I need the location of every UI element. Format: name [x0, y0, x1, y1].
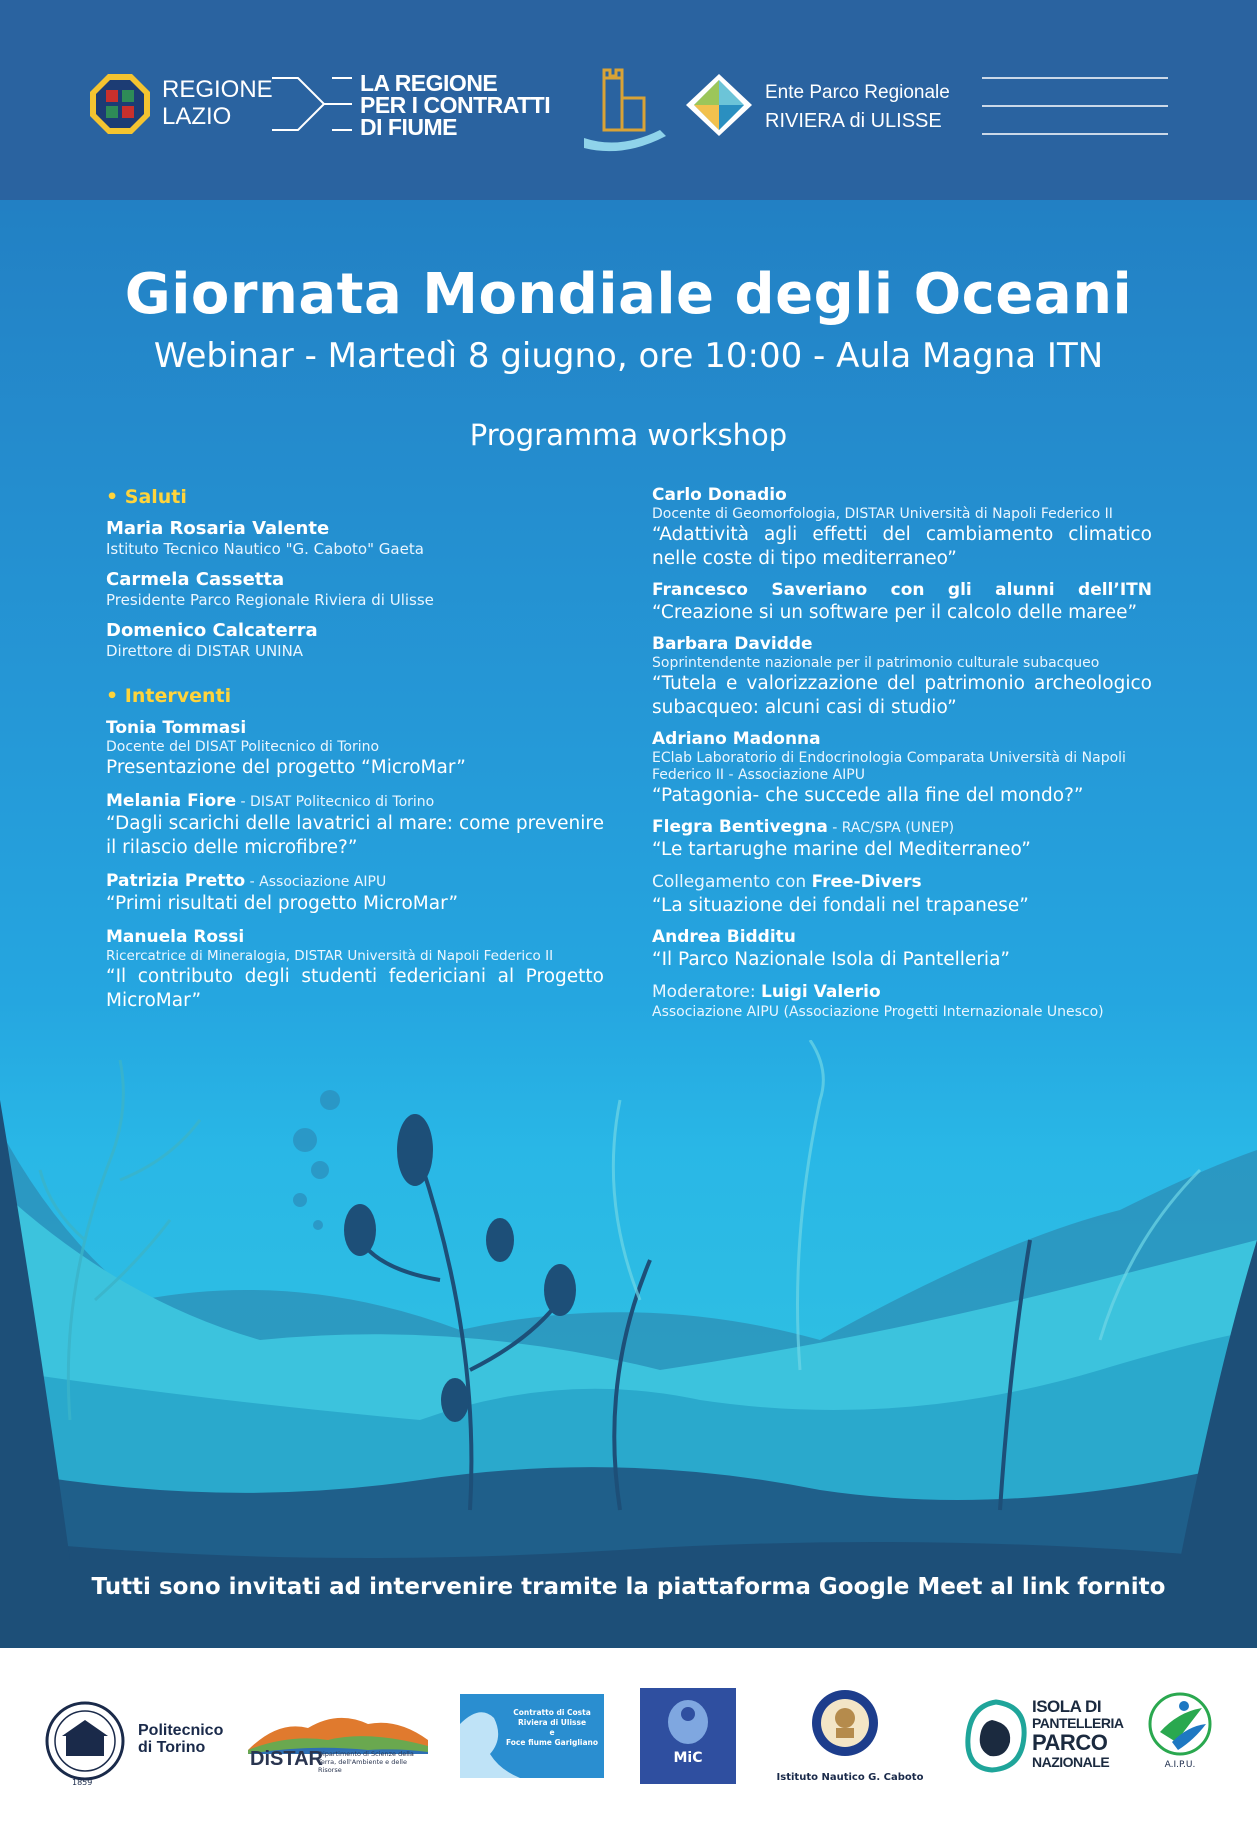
- mic-text: MiC: [673, 1750, 703, 1766]
- regione-lazio-emblem-icon: [88, 72, 152, 136]
- talk-title: “Adattività agli effetti del cambiamento climatico nelle coste di tipo mediterraneo”: [652, 524, 1152, 569]
- speaker-role: Istituto Tecnico Nautico "G. Caboto" Gaeta: [106, 540, 424, 558]
- talk-title: “Le tartarughe marine del Mediterraneo”: [652, 839, 1031, 860]
- speaker-block: [652, 579, 1152, 625]
- distar-subtitle: Dipartimento di Scienze della Terra, dell'Ambiente e delle Risorse: [318, 1750, 414, 1774]
- talk-title: “Tutela e valorizzazione del patrimonio archeologico subacqueo: alcuni casi di studio”: [652, 673, 1152, 718]
- speaker-block: [106, 790, 604, 860]
- speaker-block: [106, 717, 604, 780]
- speaker-role: Docente del DISAT Politecnico di Torino: [106, 739, 380, 755]
- pantelleria-island-icon: [962, 1698, 1030, 1774]
- talk-title: “Il Parco Nazionale Isola di Pantelleria”: [652, 949, 1010, 970]
- talk-title: “Dagli scarichi delle lavatrici al mare: come prevenire il rilascio delle microfibre?”: [106, 813, 604, 858]
- speaker-block: [652, 484, 1152, 571]
- speaker-role: EClab Laboratorio di Endocrinologia Comparata Università di Napoli Federico II - Associazione AIPU: [652, 750, 1126, 783]
- header-decorative-lines: [982, 76, 1168, 138]
- politecnico-logo-text: Politecnico di Torino: [138, 1722, 224, 1756]
- contratti-fiume-logo-text: LA REGIONE PER I CONTRATTI DI FIUME: [360, 70, 551, 140]
- speaker-block: [652, 816, 1152, 862]
- mic-logo: [640, 1688, 736, 1784]
- speaker-role: Presidente Parco Regionale Riviera di Ulisse: [106, 591, 434, 609]
- talk-title: “La situazione dei fondali nel trapanese”: [652, 895, 1029, 916]
- speaker-name: Patrizia Pretto: [106, 871, 246, 891]
- speaker-block: [106, 620, 604, 661]
- speaker-role: Docente di Geomorfologia, DISTAR Università di Napoli Federico II: [652, 506, 1113, 522]
- politecnico-year: 1859: [72, 1778, 93, 1787]
- speaker-name: Domenico Calcaterra: [106, 620, 318, 641]
- seabed-illustration: [0, 1040, 1257, 1648]
- speaker-prefix: Moderatore:: [652, 982, 761, 1002]
- speaker-name: Manuela Rossi: [106, 927, 245, 947]
- regione-lazio-lines-icon: [272, 74, 352, 134]
- speaker-name: Francesco Saveriano con gli alunni dell’ITN: [652, 580, 1152, 600]
- section-interventi: • Interventi: [106, 685, 232, 707]
- speaker-block: [106, 870, 604, 916]
- speaker-name: Carmela Cassetta: [106, 569, 285, 590]
- program-left-column: [106, 486, 604, 1023]
- section-saluti: • Saluti: [106, 486, 187, 508]
- invite-text: Tutti sono invitati ad intervenire tramite la piattaforma Google Meet al link fornito: [91, 1574, 1166, 1600]
- speaker-name: Flegra Bentivegna: [652, 817, 828, 837]
- talk-title: “Patagonia- che succede alla fine del mondo?”: [652, 785, 1084, 806]
- speaker-name: Andrea Bidditu: [652, 927, 796, 947]
- speaker-name: Melania Fiore: [106, 791, 237, 811]
- contratto-costa-logo: [460, 1694, 604, 1778]
- talk-title: Presentazione del progetto “MicroMar”: [106, 757, 466, 778]
- talk-title: “Il contributo degli studenti federiciani al Progetto MicroMar”: [106, 966, 604, 1011]
- politecnico-seal-icon: [44, 1700, 126, 1782]
- speaker-name: Adriano Madonna: [652, 729, 821, 749]
- speaker-role: Direttore di DISTAR UNINA: [106, 642, 304, 660]
- speaker-prefix: Collegamento con: [652, 872, 812, 892]
- diver-figure-icon: [658, 1696, 718, 1748]
- program-heading: Programma workshop: [469, 418, 788, 452]
- istituto-nautico-seal-icon: [810, 1688, 880, 1758]
- event-title: Giornata Mondiale degli Oceani: [124, 262, 1133, 327]
- speaker-name: Carlo Donadio: [652, 485, 787, 505]
- header-bar: [0, 0, 1257, 200]
- speaker-name: Free-Divers: [811, 872, 922, 892]
- footer-logos: [0, 1648, 1257, 1826]
- speaker-block: [106, 569, 604, 610]
- parco-riviera-ulisse-emblem-icon: [684, 72, 754, 138]
- aipu-text: A.I.P.U.: [1164, 1760, 1196, 1770]
- castle-tower-icon: [580, 58, 670, 154]
- speaker-block: [652, 870, 1152, 918]
- speaker-name: Luigi Valerio: [761, 982, 881, 1002]
- speaker-name: Barbara Davidde: [652, 634, 813, 654]
- parco-riviera-ulisse-logo-text: Ente Parco Regionale RIVIERA di ULISSE: [765, 82, 950, 132]
- speaker-block: [652, 633, 1152, 720]
- speaker-block: [652, 980, 1152, 1021]
- aipu-logo-icon: [1148, 1692, 1212, 1756]
- contratto-costa-text: Contratto di Costa Riviera di Ulisse e Foce fiume Garigliano: [505, 1708, 599, 1747]
- speaker-role: - DISAT Politecnico di Torino: [236, 794, 435, 810]
- talk-title: “Primi risultati del progetto MicroMar”: [106, 893, 459, 914]
- speaker-block: [652, 728, 1152, 808]
- speaker-block: [652, 926, 1152, 972]
- speaker-role: Soprintendente nazionale per il patrimonio culturale subacqueo: [652, 655, 1100, 671]
- regione-lazio-logo-text: REGIONE LAZIO: [162, 76, 273, 130]
- speaker-role: Associazione AIPU (Associazione Progetti Internazionale Unesco): [652, 1004, 1104, 1020]
- pantelleria-logo-text: ISOLA DI PANTELLERIA PARCO NAZIONALE: [1032, 1697, 1124, 1770]
- program-right-column: [652, 484, 1152, 1031]
- speaker-role: - RAC/SPA (UNEP): [827, 820, 955, 836]
- distar-logo-text: DiSTAR: [250, 1748, 323, 1770]
- event-subtitle: Webinar - Martedì 8 giugno, ore 10:00 - Aula Magna ITN: [153, 336, 1104, 376]
- talk-title: “Creazione si un software per il calcolo delle maree”: [652, 602, 1138, 623]
- speaker-block: [106, 926, 604, 1013]
- istituto-nautico-text: Istituto Nautico G. Caboto: [776, 1772, 924, 1783]
- speaker-name: Tonia Tommasi: [106, 718, 247, 738]
- speaker-role: - Associazione AIPU: [245, 874, 387, 890]
- speaker-role: Ricercatrice di Mineralogia, DISTAR Università di Napoli Federico II: [106, 948, 554, 964]
- speaker-name: Maria Rosaria Valente: [106, 518, 330, 539]
- speaker-block: [106, 518, 604, 559]
